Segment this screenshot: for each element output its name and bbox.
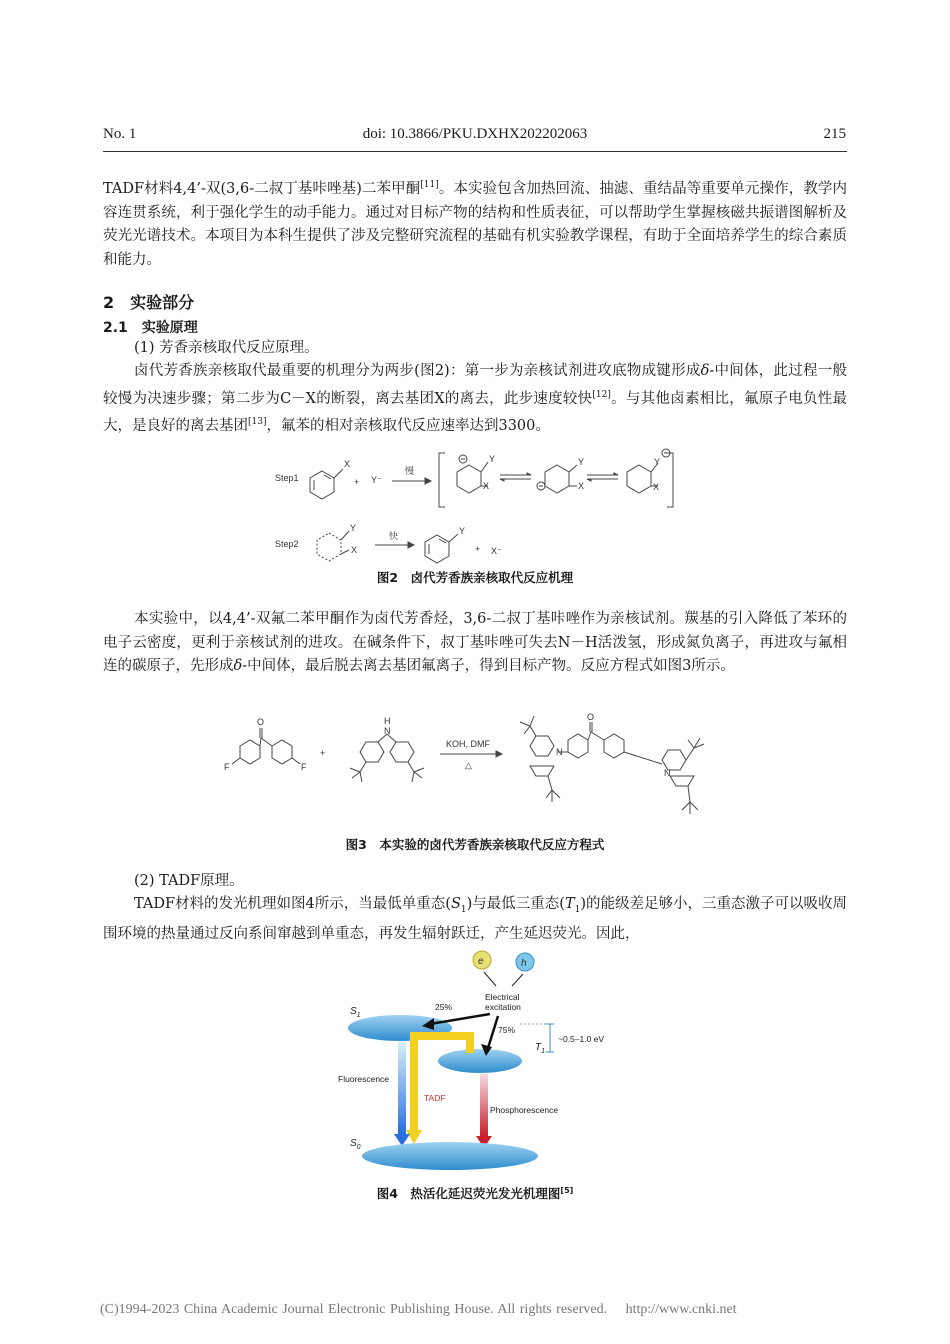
mechanism-text-c: 。与其他卤素相比，氟原子电负性最大，是良好的离去基团	[103, 390, 847, 435]
header-doi: doi: 10.3866/PKU.DXHX202202063	[362, 126, 588, 142]
experiment-text-b: -中间体，最后脱去离去基团氟离子，得到目标产物。反应方程式如图3所示。	[242, 658, 735, 675]
intro-citation: [11]	[420, 180, 439, 190]
phosphorescence-label: Phosphorescence	[490, 1105, 559, 1115]
figure-4-caption-text: 图4 热活化延迟荧光发光机理图	[376, 1186, 561, 1201]
fig3-oxygen: O	[257, 717, 265, 727]
figure-2-mechanism	[265, 445, 695, 570]
mechanism-text-b: -中间体，此过程一般较慢为决速步骤；第二步为C－X的断裂，离去基团X的离去，此步速度较快	[103, 363, 847, 407]
int2-y: Y	[578, 457, 585, 467]
subsection-number: 2.1	[103, 320, 128, 336]
mechanism-paragraph	[103, 360, 847, 439]
tadf-label: TADF	[424, 1093, 446, 1103]
principle-2-paragraph	[103, 870, 847, 894]
step2-y: Y	[350, 523, 357, 533]
fig3-fluorine-left: F	[224, 762, 230, 772]
t1-symbol: T	[564, 896, 575, 912]
intro-paragraph	[103, 174, 847, 273]
principle-2-text: (2) TADF原理。	[134, 873, 244, 889]
header-page-number: 215	[823, 126, 846, 142]
int1-y: Y	[489, 454, 496, 464]
pct-25: 25%	[435, 1002, 453, 1012]
s0-level: $S_0$	[350, 1138, 361, 1151]
principle-1-text: (1) 芳香亲核取代反应原理。	[134, 340, 319, 356]
intro-text-1: TADF材料4,4’-双(3,6-二叔丁基咔唑基)二苯甲酮	[103, 180, 421, 197]
fig3-reagent: KOH, DMF	[446, 739, 490, 749]
t1-level: $T_1$	[535, 1042, 546, 1055]
figure-4-caption	[0, 1184, 950, 1202]
fig3-hydrogen: H	[384, 716, 391, 726]
figure-3-reaction	[200, 712, 760, 828]
tadf-text-c: )的能级差足够小，三重态激子可以吸收周围环境的热量通过反向系间窜越到单重态，再发生辐射跃迁，产生延迟荧光。因此，	[103, 896, 848, 942]
header-rule	[103, 151, 847, 152]
step1-x-label: X	[344, 459, 351, 469]
fluorescence-label: Fluorescence	[338, 1074, 390, 1084]
step2-label: Step2	[275, 539, 299, 549]
fast-label: 快	[389, 531, 399, 541]
slow-label: 慢	[405, 466, 415, 476]
mechanism-text-d: ，氟苯的相对亲核取代反应速率达到3300。	[266, 418, 550, 435]
step1-plus: +	[354, 477, 360, 487]
principle-1-paragraph	[103, 337, 847, 361]
excitation-line1: Electrical	[485, 992, 520, 1002]
int3-x: X	[653, 482, 660, 492]
copyright-footer: (C)1994-2023 China Academic Journal Electronic Publishing House. All rights reserved. http://www.cnki.net	[100, 1302, 737, 1317]
s1-subscript: 1	[460, 904, 467, 915]
step1-nucleophile: Y⁻	[371, 475, 382, 485]
mechanism-text-a: 卤代芳香族亲核取代最重要的机理分为两步(图2)：第一步为亲核试剂进攻底物成键形成	[134, 363, 701, 379]
fig3-heat: △	[465, 760, 472, 770]
experiment-paragraph	[103, 608, 847, 679]
int1-x: X	[483, 481, 490, 491]
int2-x: X	[578, 481, 585, 491]
fig3-product-n-left: N	[556, 747, 563, 757]
section-title: 实验部分	[130, 293, 195, 312]
experiment-text-a: 本实验中，以4,4’-双氟二苯甲酮作为卤代芳香烃，3,6-二叔丁基咔唑作为亲核试剂。羰基的引入降低了苯环的电子云密度，更利于亲核试剂的进攻。在碱条件下，叔丁基咔唑可失去N－H活泼氢，形成氮负离子，再进攻与氟相连的碳原子，先形成	[103, 611, 847, 675]
intro-text-2: 。本实验包含加热回流、抽滤、重结晶等重要单元操作，教学内容连贯系统，利于强化学生的动手能力。通过对目标产物的结构和性质表征，可以帮助学生掌握核磁共振谱图解析及荧光光谱技术。本项目为本科生提供了涉及完整研究流程的基础有机实验教学课程，有助于全面培养学生的综合素质和能力。	[103, 180, 847, 268]
tadf-text-a: TADF材料的发光机理如图4所示，当最低单重态(	[134, 896, 451, 912]
delta-symbol: δ	[700, 363, 710, 379]
figure-2-caption: 图2 卤代芳香族亲核取代反应机理	[376, 570, 574, 585]
t1-subscript: 1	[574, 904, 581, 915]
fig3-fluorine-right: F	[301, 762, 307, 772]
subsection-heading	[103, 317, 198, 337]
excitation-line2: excitation	[485, 1002, 521, 1012]
fig3-product-n-right: N	[664, 768, 671, 778]
section-heading	[103, 290, 194, 313]
fig3-product-oxygen: O	[587, 712, 595, 722]
tadf-paragraph	[103, 893, 847, 946]
s1-level: $S_1$	[350, 1006, 361, 1019]
figure-4-citation: [5]	[560, 1185, 574, 1195]
figure-4-tadf-diagram	[330, 948, 630, 1180]
tadf-text-b: )与最低三重态(	[466, 896, 565, 912]
energy-gap: ~0.5–1.0 eV	[558, 1034, 605, 1044]
figure-3-caption: 图3 本实验的卤代芳香族亲核取代反应方程式	[345, 837, 605, 852]
mechanism-citation-12: [12]	[592, 389, 611, 400]
step2-x: X	[351, 545, 358, 555]
s1-symbol: S	[450, 896, 461, 912]
hole-label: h	[521, 958, 527, 969]
int3-y: Y	[654, 457, 661, 467]
mechanism-citation-13: [13]	[248, 417, 267, 428]
leaving-group: X⁻	[491, 546, 502, 556]
fig3-nitrogen: N	[384, 726, 391, 736]
pct-75: 75%	[498, 1025, 516, 1035]
section-number: 2	[103, 293, 115, 312]
header-journal-issue: No. 1	[103, 126, 137, 142]
product-y: Y	[459, 526, 466, 536]
subsection-title: 实验原理	[141, 320, 198, 336]
step1-label: Step1	[275, 473, 299, 483]
product-plus: +	[475, 544, 481, 554]
fig3-plus: +	[320, 748, 326, 758]
electron-label: e	[478, 956, 484, 967]
delta-symbol-2: δ	[233, 658, 243, 675]
